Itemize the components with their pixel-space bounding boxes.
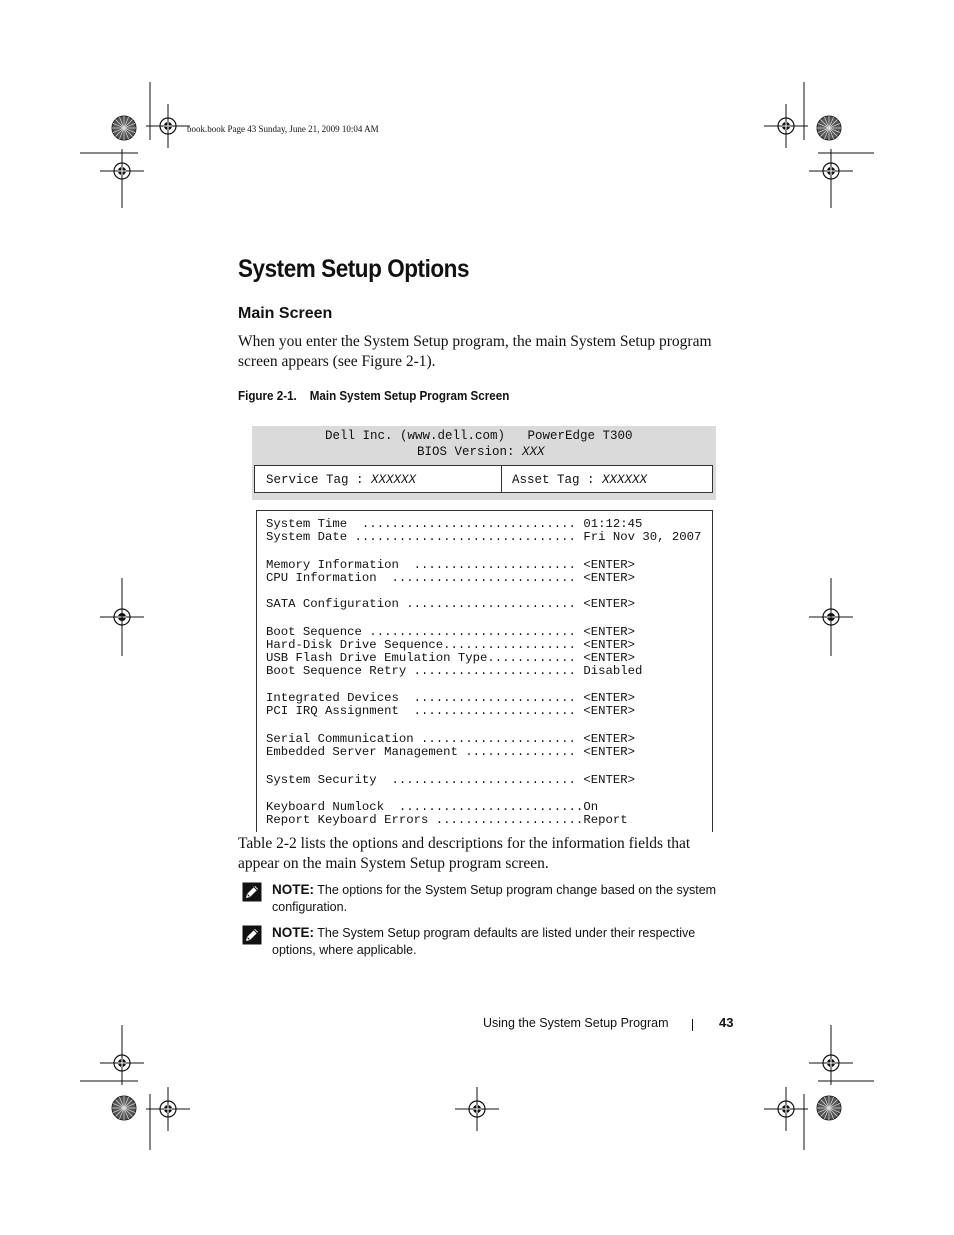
menu-row-value: 01:12:45: [575, 517, 643, 531]
asset-tag: [512, 473, 647, 487]
menu-row-label: Integrated Devices ......................: [266, 691, 576, 705]
after-line-2: appear on the main System Setup program screen.: [238, 855, 549, 872]
menu-row-system-security[interactable]: [266, 774, 635, 787]
figure-caption: Figure 2-1. Main System Setup Program Screen: [238, 389, 510, 403]
menu-row-label: Keyboard Numlock .........................: [266, 800, 584, 814]
menu-row-value: <ENTER>: [575, 732, 635, 746]
menu-row-label: CPU Information .........................: [266, 571, 576, 585]
service-tag-value: XXXXXX: [371, 473, 417, 487]
tag-divider: [501, 465, 502, 493]
menu-row-pci-irq-assignment[interactable]: [266, 705, 635, 718]
menu-row-value: Fri Nov 30, 2007: [575, 530, 702, 544]
menu-row-value: <ENTER>: [575, 651, 635, 665]
footer-section-title: Using the System Setup Program: [483, 1016, 669, 1030]
intro-line-1: When you enter the System Setup program, the main System Setup program: [238, 333, 712, 350]
note-text-cont: options, where applicable.: [272, 943, 417, 957]
note-1: [272, 881, 722, 916]
menu-row-label: Report Keyboard Errors ....................: [266, 813, 584, 827]
menu-row-system-date[interactable]: [266, 531, 701, 544]
menu-row-label: SATA Configuration .......................: [266, 597, 576, 611]
menu-row-label: System Security .........................: [266, 773, 576, 787]
menu-row-value: <ENTER>: [575, 558, 635, 572]
after-line-1: Table 2-2 lists the options and descriptions for the information fields that: [238, 835, 691, 852]
asset-tag-label: Asset Tag :: [512, 473, 603, 487]
after-figure-paragraph: [238, 834, 738, 874]
note-label: NOTE:: [272, 925, 314, 940]
menu-row-cpu-information[interactable]: [266, 572, 635, 585]
asset-tag-value: XXXXXX: [602, 473, 648, 487]
note-text: The System Setup program defaults are listed under their respective: [314, 926, 696, 940]
service-tag: [266, 473, 416, 487]
menu-row-value: Disabled: [575, 664, 643, 678]
section-title: Main Screen: [238, 305, 333, 322]
menu-row-value: <ENTER>: [575, 691, 635, 705]
note-pencil-icon: [242, 925, 262, 945]
menu-row-value: <ENTER>: [575, 704, 635, 718]
menu-row-embedded-server-management[interactable]: [266, 746, 635, 759]
note-label: NOTE:: [272, 882, 314, 897]
menu-row-boot-sequence-retry[interactable]: [266, 665, 642, 678]
menu-row-value: On: [583, 800, 599, 814]
menu-row-value: <ENTER>: [575, 773, 635, 787]
menu-row-value: <ENTER>: [575, 571, 635, 585]
page-title: System Setup Options: [238, 255, 470, 283]
menu-row-value: <ENTER>: [575, 638, 635, 652]
note-2: [272, 924, 722, 959]
bios-version-line: [417, 445, 545, 459]
menu-row-label: Serial Communication .....................: [266, 732, 576, 746]
bios-vendor-line: Dell Inc. (www.dell.com) PowerEdge T300: [325, 429, 633, 443]
menu-row-label: System Time .............................: [266, 517, 576, 531]
intro-line-2: screen appears (see Figure 2-1).: [238, 353, 436, 370]
menu-row-label: Boot Sequence ............................: [266, 625, 576, 639]
menu-row-value: Report: [583, 813, 628, 827]
menu-row-value: <ENTER>: [575, 745, 635, 759]
bios-version-value: XXX: [522, 445, 545, 459]
menu-row-label: USB Flash Drive Emulation Type............: [266, 651, 576, 665]
print-header-info: book.book Page 43 Sunday, June 21, 2009 10:04 AM: [187, 124, 379, 134]
page-number: 43: [719, 1015, 734, 1030]
menu-row-label: PCI IRQ Assignment ......................: [266, 704, 576, 718]
menu-row-sata-configuration[interactable]: [266, 598, 635, 611]
menu-row-label: Hard-Disk Drive Sequence..................: [266, 638, 576, 652]
menu-row-value: <ENTER>: [575, 625, 635, 639]
bios-version-label: BIOS Version:: [417, 445, 523, 459]
service-tag-label: Service Tag :: [266, 473, 372, 487]
intro-paragraph: [238, 332, 738, 372]
menu-row-report-keyboard-errors[interactable]: [266, 814, 628, 827]
note-pencil-icon: [242, 882, 262, 902]
menu-row-label: Boot Sequence Retry ......................: [266, 664, 576, 678]
menu-row-label: System Date ..............................: [266, 530, 576, 544]
note-text: The options for the System Setup program change based on the system: [314, 883, 717, 897]
menu-row-value: <ENTER>: [575, 597, 635, 611]
menu-row-label: Embedded Server Management ...............: [266, 745, 576, 759]
footer-divider: [692, 1019, 693, 1031]
note-text-cont: configuration.: [272, 900, 348, 914]
menu-row-label: Memory Information ......................: [266, 558, 576, 572]
